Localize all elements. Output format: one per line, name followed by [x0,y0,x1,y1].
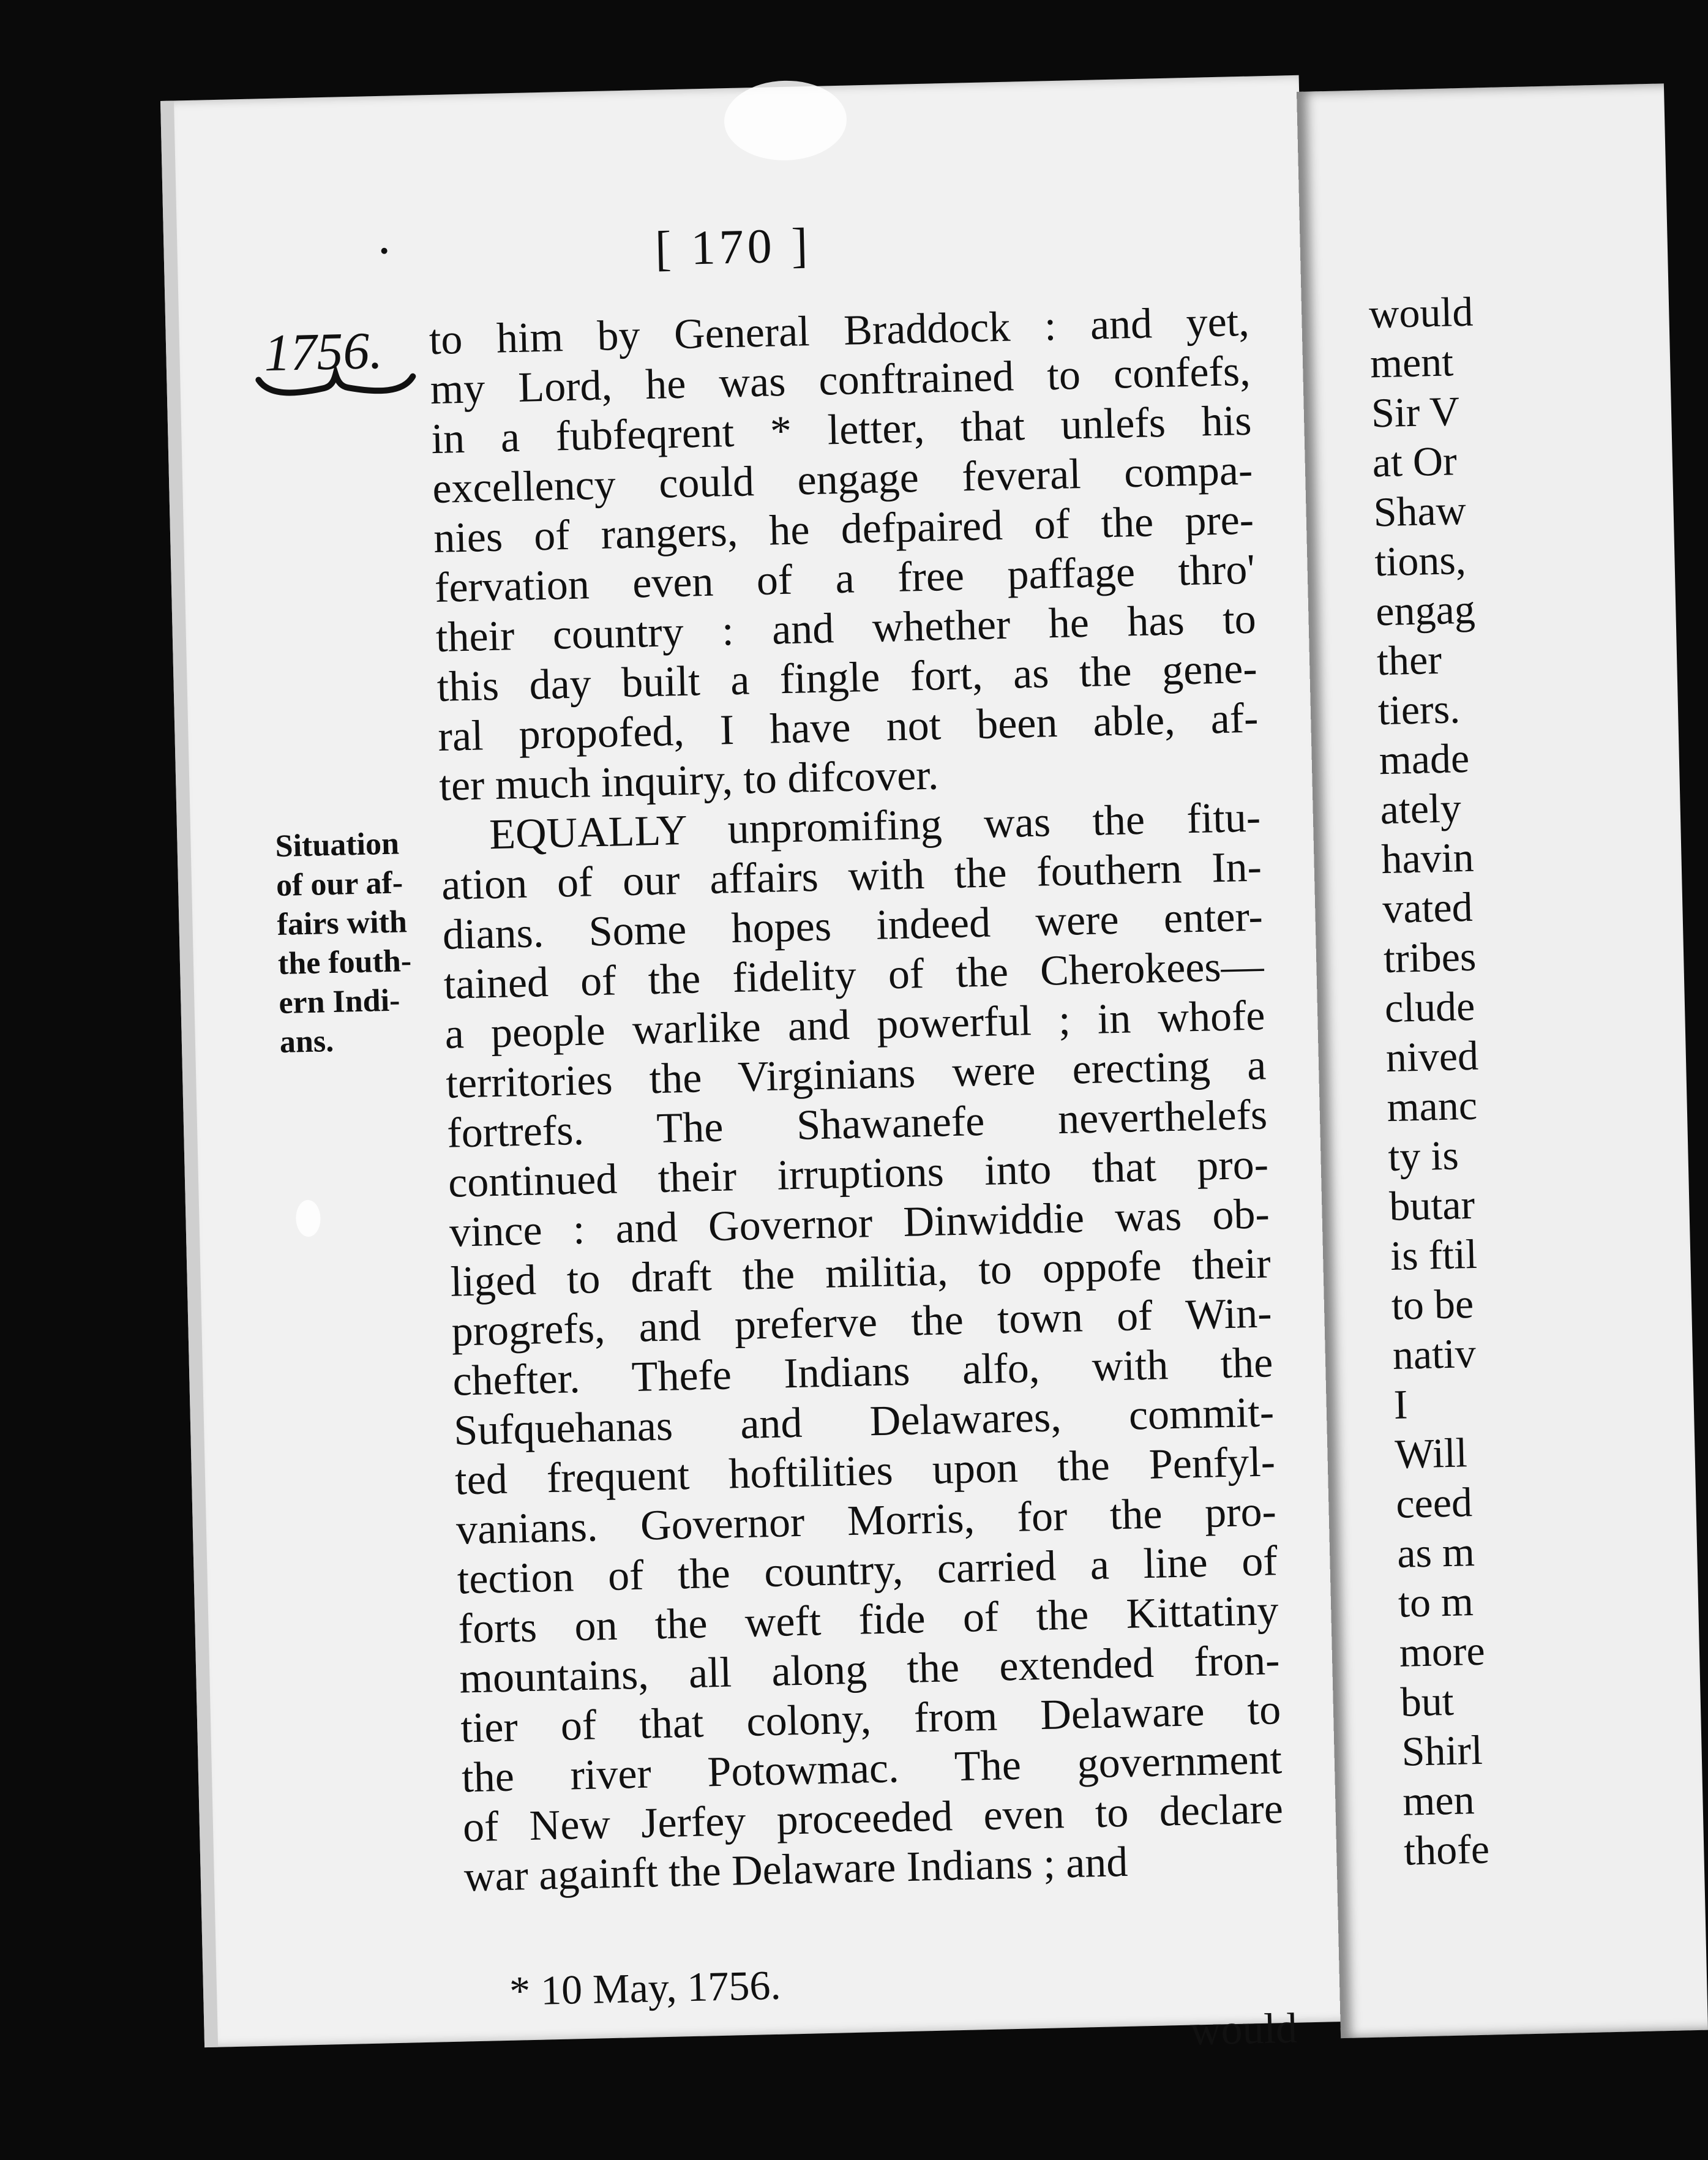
text-line: excellency could engage feveral compa- [432,446,1254,513]
right-page-line: Shirl [1401,1726,1483,1775]
right-page-line: tribes [1383,932,1477,982]
right-page-line: would [1368,288,1474,337]
right-page-line: thofe [1403,1825,1490,1874]
margin-note-line: the fouth- [277,943,412,981]
paper-blot [724,80,848,162]
text-line: ation of our affairs with the fouthern In- [441,843,1262,909]
right-page-line: ther [1376,636,1442,684]
right-page-line: ceed [1395,1479,1473,1527]
margin-note-line: ern Indi- [278,983,400,1021]
text-line: in a fubfeqrent * letter, that unlefs his [430,397,1253,463]
right-page-line: vated [1382,883,1474,932]
footnote: * 10 May, 1756. [509,1961,782,2014]
text-line: ral propofed, I have not been able, af- [437,694,1259,760]
right-page-line: to be [1391,1280,1474,1329]
right-page-line: made [1378,734,1470,784]
margin-note [275,823,440,1062]
text-line: my Lord, he was conftrained to confefs, [429,347,1251,414]
body-text [429,297,1284,1902]
text-line: ter much inquiry, to difcover. [438,751,939,810]
right-page-line: nativ [1391,1329,1477,1378]
right-page-line: tiers. [1377,685,1461,734]
margin-note-line: of our af- [275,865,403,904]
text-line: fortrefs. The Shawanefe neverthelefs [446,1091,1268,1157]
right-page-line: nived [1385,1032,1479,1081]
right-page-line: manc [1386,1081,1478,1131]
text-line: progrefs, and preferve the town of Win- [451,1289,1273,1356]
text-line: mountains, all along the extended fron- [459,1637,1281,1703]
text-line: their country : and whether he has to [435,595,1257,662]
text-line: this day built a fingle fort, as the gene- [436,645,1258,711]
text-line: tained of the fidelity of the Cherokees— [443,942,1265,1008]
text-line: fervation even of a free paffage thro' [434,546,1256,612]
text-line: territories the Virginians were erecting a [445,1041,1267,1108]
right-page-line: ment [1369,338,1454,387]
text-line: the river Potowmac. The government [461,1736,1283,1802]
right-page-line: ately [1379,784,1462,833]
text-line: dians. Some hopes indeed were enter- [442,893,1264,959]
right-page-line: butar [1388,1180,1475,1230]
text-line: a people warlike and powerful ; in whofe [444,992,1266,1058]
right-page-line: Sir V [1371,388,1460,437]
text-line: chefter. Thefe Indians alfo, with the [452,1339,1274,1405]
page-edge [160,101,218,2048]
text-line: forts on the weft fide of the Kittatiny [457,1587,1279,1653]
right-page-line: as m [1396,1528,1475,1577]
right-page-line: to m [1398,1578,1474,1626]
margin-note-line: fairs with [276,904,408,943]
text-line: to him by General Braddock : and yet, [429,298,1250,364]
right-page-line: Will [1394,1429,1468,1477]
text-line: ted frequent hoftilities upon the Penfyl- [454,1438,1276,1504]
text-line: vanians. Governor Morris, for the pro- [455,1488,1277,1554]
right-page [1297,83,1708,2038]
left-page [160,75,1343,2055]
right-page-line: more [1399,1627,1486,1676]
right-page-line: is ftil [1390,1230,1478,1280]
margin-note-line: ans. [279,1023,334,1060]
text-line: nies of rangers, he defpaired of the pre- [433,496,1254,563]
text-line: Sufquehanas and Delawares, commit- [453,1389,1275,1455]
right-page-text [1368,287,1508,1876]
text-line: of New Jerfey proceeded even to declare [462,1785,1284,1851]
right-page-line: Shaw [1373,486,1467,536]
right-page-line: men [1402,1776,1475,1824]
right-page-line: ty is [1387,1131,1459,1180]
curly-brace-ornament [256,368,416,402]
text-line: liged to draft the militia, to oppofe their [450,1240,1272,1306]
right-page-line: havin [1380,833,1475,883]
text-line: EQUALLY unpromifing was the fitu- [489,793,1261,859]
margin-note-line: Situation [275,826,400,864]
right-page-line: but [1399,1677,1455,1725]
text-line: vince : and Governor Dinwiddie was ob- [449,1190,1270,1256]
catchword: would [1189,2004,1298,2055]
right-page-line: I [1393,1381,1409,1428]
right-page-line: at Or [1371,437,1458,486]
text-line: war againft the Delaware Indians ; and [463,1838,1129,1901]
text-line: continued their irruptions into that pro- [448,1141,1269,1207]
text-line: tection of the country, carried a line of [457,1537,1278,1603]
right-page-line: tions, [1374,536,1467,585]
paper-blot [296,1200,321,1237]
right-page-line: clude [1384,982,1476,1032]
page-number: [ 170 ] [654,218,812,276]
text-line: tier of that colony, from Delaware to [460,1686,1281,1752]
margin-year: 1756. [263,320,383,383]
right-page-line: engag [1375,585,1476,635]
